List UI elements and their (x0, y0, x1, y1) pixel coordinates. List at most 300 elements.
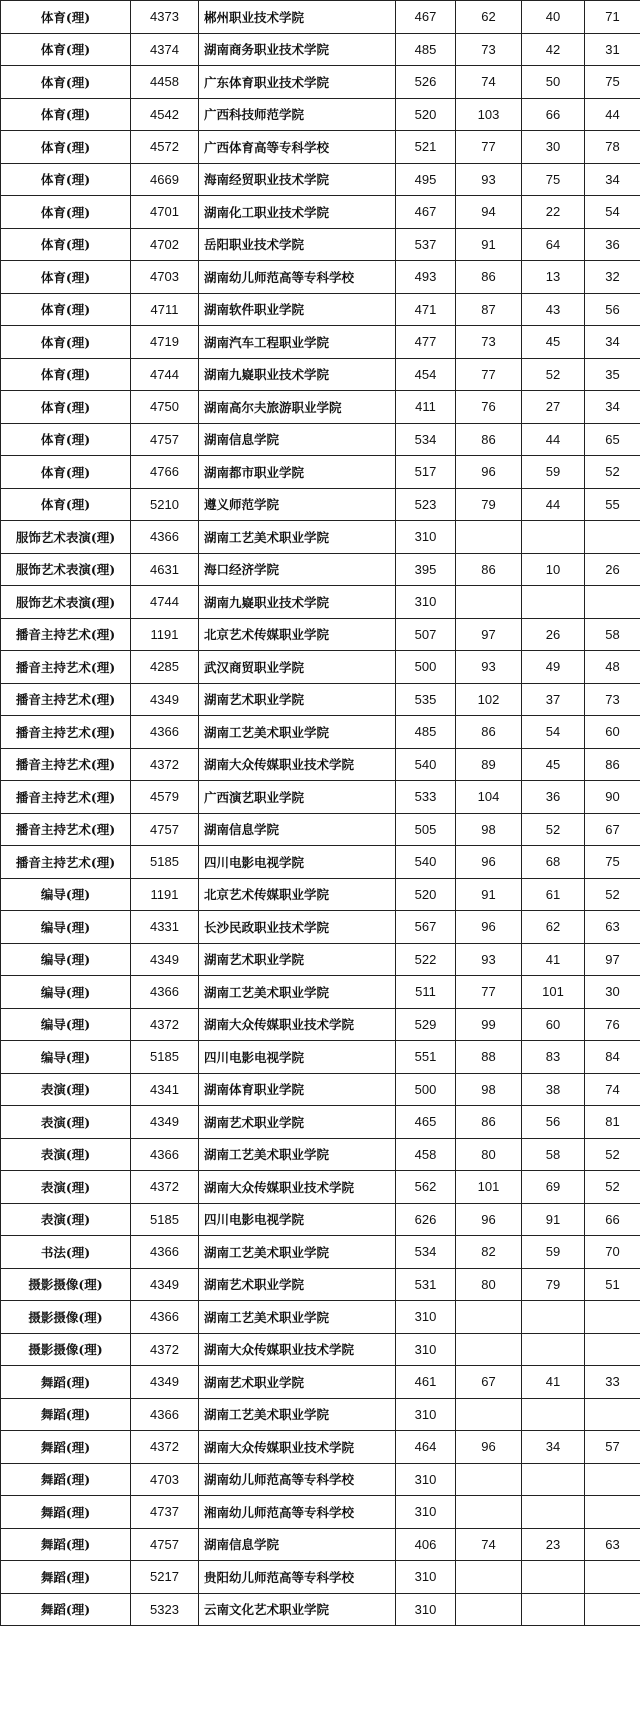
score-col-c-cell: 55 (585, 488, 640, 521)
score-col-b-cell: 41 (522, 943, 585, 976)
min-score-cell: 485 (396, 33, 456, 66)
score-col-b-cell: 30 (522, 131, 585, 164)
score-col-a-cell: 77 (456, 131, 522, 164)
score-col-a-cell: 88 (456, 1041, 522, 1074)
table-row (1, 1366, 640, 1399)
score-col-c-cell (585, 1301, 640, 1334)
score-col-b-cell: 69 (522, 1171, 585, 1204)
min-score-cell: 507 (396, 618, 456, 651)
school-code-cell: 4366 (131, 1138, 199, 1171)
school-code-cell: 4373 (131, 1, 199, 34)
score-col-a-cell: 93 (456, 651, 522, 684)
score-col-c-cell: 56 (585, 293, 640, 326)
min-score-cell: 520 (396, 98, 456, 131)
school-code-cell: 4744 (131, 586, 199, 619)
score-col-c-cell: 26 (585, 553, 640, 586)
min-score-cell: 406 (396, 1528, 456, 1561)
major-cell: 编导(理) (1, 878, 131, 911)
score-col-a-cell: 82 (456, 1236, 522, 1269)
major-cell: 表演(理) (1, 1203, 131, 1236)
major-cell: 摄影摄像(理) (1, 1268, 131, 1301)
table-row (1, 163, 640, 196)
score-col-b-cell: 66 (522, 98, 585, 131)
score-col-b-cell: 52 (522, 358, 585, 391)
table-row (1, 1463, 640, 1496)
major-cell: 服饰艺术表演(理) (1, 521, 131, 554)
min-score-cell: 465 (396, 1106, 456, 1139)
min-score-cell: 310 (396, 1561, 456, 1594)
major-cell: 体育(理) (1, 196, 131, 229)
score-col-c-cell (585, 1496, 640, 1529)
score-col-c-cell: 51 (585, 1268, 640, 1301)
table-row (1, 1333, 640, 1366)
score-col-a-cell: 80 (456, 1138, 522, 1171)
min-score-cell: 310 (396, 1301, 456, 1334)
school-code-cell: 4458 (131, 66, 199, 99)
school-code-cell: 4579 (131, 781, 199, 814)
score-col-a-cell: 102 (456, 683, 522, 716)
score-col-c-cell: 76 (585, 1008, 640, 1041)
score-col-a-cell (456, 1561, 522, 1594)
score-col-b-cell: 10 (522, 553, 585, 586)
score-col-a-cell: 86 (456, 261, 522, 294)
major-cell: 编导(理) (1, 1008, 131, 1041)
score-col-a-cell: 86 (456, 716, 522, 749)
min-score-cell: 511 (396, 976, 456, 1009)
table-row (1, 456, 640, 489)
score-col-a-cell (456, 1301, 522, 1334)
major-cell: 摄影摄像(理) (1, 1301, 131, 1334)
score-col-c-cell: 74 (585, 1073, 640, 1106)
min-score-cell: 534 (396, 423, 456, 456)
table-row (1, 878, 640, 911)
major-cell: 编导(理) (1, 911, 131, 944)
school-code-cell: 5185 (131, 1041, 199, 1074)
min-score-cell: 551 (396, 1041, 456, 1074)
table-row (1, 98, 640, 131)
table-row (1, 521, 640, 554)
score-col-a-cell: 93 (456, 163, 522, 196)
table-row (1, 553, 640, 586)
school-name-cell: 湖南信息学院 (199, 813, 396, 846)
school-code-cell: 4744 (131, 358, 199, 391)
school-code-cell: 4366 (131, 1301, 199, 1334)
min-score-cell: 523 (396, 488, 456, 521)
score-col-a-cell: 74 (456, 1528, 522, 1561)
min-score-cell: 500 (396, 651, 456, 684)
score-col-b-cell (522, 1593, 585, 1626)
min-score-cell: 471 (396, 293, 456, 326)
major-cell: 体育(理) (1, 358, 131, 391)
major-cell: 编导(理) (1, 976, 131, 1009)
score-col-a-cell: 91 (456, 878, 522, 911)
table-row (1, 131, 640, 164)
school-code-cell: 4766 (131, 456, 199, 489)
school-code-cell: 4737 (131, 1496, 199, 1529)
score-col-c-cell: 60 (585, 716, 640, 749)
major-cell: 编导(理) (1, 1041, 131, 1074)
score-col-a-cell: 94 (456, 196, 522, 229)
table-row (1, 1203, 640, 1236)
min-score-cell: 521 (396, 131, 456, 164)
school-code-cell: 4341 (131, 1073, 199, 1106)
min-score-cell: 310 (396, 1593, 456, 1626)
table-row (1, 293, 640, 326)
major-cell: 舞蹈(理) (1, 1593, 131, 1626)
score-col-b-cell: 83 (522, 1041, 585, 1074)
score-col-a-cell: 73 (456, 326, 522, 359)
score-col-b-cell: 62 (522, 911, 585, 944)
score-col-c-cell: 34 (585, 163, 640, 196)
school-code-cell: 5210 (131, 488, 199, 521)
major-cell: 播音主持艺术(理) (1, 813, 131, 846)
school-name-cell: 海口经济学院 (199, 553, 396, 586)
score-col-c-cell: 84 (585, 1041, 640, 1074)
table-row (1, 391, 640, 424)
major-cell: 体育(理) (1, 33, 131, 66)
score-col-c-cell: 81 (585, 1106, 640, 1139)
score-col-b-cell: 64 (522, 228, 585, 261)
school-code-cell: 4349 (131, 683, 199, 716)
score-col-a-cell: 76 (456, 391, 522, 424)
score-col-b-cell: 52 (522, 813, 585, 846)
school-name-cell: 湖南艺术职业学院 (199, 1366, 396, 1399)
major-cell: 服饰艺术表演(理) (1, 586, 131, 619)
school-code-cell: 1191 (131, 618, 199, 651)
major-cell: 体育(理) (1, 456, 131, 489)
major-cell: 舞蹈(理) (1, 1398, 131, 1431)
score-col-b-cell: 36 (522, 781, 585, 814)
score-col-a-cell: 62 (456, 1, 522, 34)
school-name-cell: 湖南大众传媒职业技术学院 (199, 1333, 396, 1366)
school-name-cell: 广东体育职业技术学院 (199, 66, 396, 99)
school-name-cell: 湖南工艺美术职业学院 (199, 1398, 396, 1431)
major-cell: 书法(理) (1, 1236, 131, 1269)
school-code-cell: 5217 (131, 1561, 199, 1594)
school-name-cell: 湘南幼儿师范高等专科学校 (199, 1496, 396, 1529)
school-name-cell: 湖南软件职业学院 (199, 293, 396, 326)
score-col-c-cell: 48 (585, 651, 640, 684)
score-col-b-cell: 22 (522, 196, 585, 229)
school-code-cell: 5323 (131, 1593, 199, 1626)
major-cell: 摄影摄像(理) (1, 1333, 131, 1366)
table-row (1, 586, 640, 619)
table-row (1, 846, 640, 879)
score-col-b-cell: 38 (522, 1073, 585, 1106)
score-col-b-cell: 43 (522, 293, 585, 326)
score-col-a-cell: 97 (456, 618, 522, 651)
table-row (1, 1561, 640, 1594)
school-name-cell: 遵义师范学院 (199, 488, 396, 521)
score-col-a-cell: 73 (456, 33, 522, 66)
min-score-cell: 310 (396, 1333, 456, 1366)
min-score-cell: 540 (396, 748, 456, 781)
score-col-b-cell: 79 (522, 1268, 585, 1301)
min-score-cell: 310 (396, 521, 456, 554)
table-row (1, 976, 640, 1009)
score-col-c-cell: 78 (585, 131, 640, 164)
school-name-cell: 湖南工艺美术职业学院 (199, 976, 396, 1009)
min-score-cell: 310 (396, 586, 456, 619)
score-col-a-cell: 96 (456, 1431, 522, 1464)
school-code-cell: 4757 (131, 1528, 199, 1561)
major-cell: 舞蹈(理) (1, 1528, 131, 1561)
min-score-cell: 562 (396, 1171, 456, 1204)
score-col-b-cell: 68 (522, 846, 585, 879)
score-col-b-cell: 101 (522, 976, 585, 1009)
score-col-b-cell: 58 (522, 1138, 585, 1171)
major-cell: 体育(理) (1, 326, 131, 359)
major-cell: 播音主持艺术(理) (1, 618, 131, 651)
score-col-a-cell: 96 (456, 911, 522, 944)
score-col-b-cell: 56 (522, 1106, 585, 1139)
table-row (1, 1301, 640, 1334)
major-cell: 舞蹈(理) (1, 1496, 131, 1529)
school-code-cell: 4366 (131, 716, 199, 749)
table-body (1, 1, 640, 1626)
school-code-cell: 4366 (131, 976, 199, 1009)
score-col-a-cell: 86 (456, 423, 522, 456)
score-col-c-cell: 63 (585, 1528, 640, 1561)
major-cell: 播音主持艺术(理) (1, 683, 131, 716)
school-code-cell: 4703 (131, 261, 199, 294)
score-col-a-cell: 80 (456, 1268, 522, 1301)
min-score-cell: 467 (396, 196, 456, 229)
table-row (1, 1106, 640, 1139)
score-col-a-cell (456, 1463, 522, 1496)
table-row (1, 716, 640, 749)
major-cell: 体育(理) (1, 293, 131, 326)
table-row (1, 943, 640, 976)
school-code-cell: 4349 (131, 943, 199, 976)
major-cell: 体育(理) (1, 1, 131, 34)
major-cell: 播音主持艺术(理) (1, 716, 131, 749)
major-cell: 体育(理) (1, 391, 131, 424)
min-score-cell: 529 (396, 1008, 456, 1041)
school-code-cell: 4372 (131, 748, 199, 781)
school-name-cell: 湖南工艺美术职业学院 (199, 1236, 396, 1269)
table-row (1, 1236, 640, 1269)
score-col-c-cell: 90 (585, 781, 640, 814)
score-col-b-cell (522, 521, 585, 554)
score-col-a-cell (456, 1593, 522, 1626)
score-col-b-cell: 54 (522, 716, 585, 749)
school-name-cell: 湖南商务职业技术学院 (199, 33, 396, 66)
score-col-b-cell: 91 (522, 1203, 585, 1236)
major-cell: 表演(理) (1, 1171, 131, 1204)
table-row (1, 1041, 640, 1074)
score-col-c-cell: 65 (585, 423, 640, 456)
score-col-b-cell: 34 (522, 1431, 585, 1464)
school-name-cell: 湖南艺术职业学院 (199, 1268, 396, 1301)
score-col-a-cell: 98 (456, 813, 522, 846)
school-name-cell: 湖南艺术职业学院 (199, 943, 396, 976)
school-name-cell: 岳阳职业技术学院 (199, 228, 396, 261)
school-name-cell: 湖南九嶷职业技术学院 (199, 358, 396, 391)
major-cell: 表演(理) (1, 1106, 131, 1139)
score-col-a-cell: 93 (456, 943, 522, 976)
school-name-cell: 湖南艺术职业学院 (199, 683, 396, 716)
score-col-c-cell (585, 1593, 640, 1626)
school-code-cell: 4349 (131, 1268, 199, 1301)
min-score-cell: 537 (396, 228, 456, 261)
table-row (1, 1496, 640, 1529)
school-code-cell: 4372 (131, 1333, 199, 1366)
min-score-cell: 567 (396, 911, 456, 944)
school-code-cell: 4702 (131, 228, 199, 261)
table-row (1, 261, 640, 294)
score-col-a-cell: 86 (456, 553, 522, 586)
score-col-c-cell (585, 1561, 640, 1594)
score-col-b-cell: 40 (522, 1, 585, 34)
major-cell: 体育(理) (1, 163, 131, 196)
min-score-cell: 395 (396, 553, 456, 586)
school-code-cell: 4703 (131, 1463, 199, 1496)
school-name-cell: 湖南工艺美术职业学院 (199, 1138, 396, 1171)
score-col-c-cell: 34 (585, 391, 640, 424)
major-cell: 播音主持艺术(理) (1, 651, 131, 684)
table-row (1, 911, 640, 944)
min-score-cell: 535 (396, 683, 456, 716)
min-score-cell: 540 (396, 846, 456, 879)
score-col-b-cell: 60 (522, 1008, 585, 1041)
school-name-cell: 广西演艺职业学院 (199, 781, 396, 814)
score-col-b-cell: 44 (522, 423, 585, 456)
school-code-cell: 4366 (131, 1236, 199, 1269)
major-cell: 舞蹈(理) (1, 1366, 131, 1399)
score-col-b-cell (522, 1463, 585, 1496)
score-col-b-cell (522, 586, 585, 619)
major-cell: 舞蹈(理) (1, 1463, 131, 1496)
school-name-cell: 湖南艺术职业学院 (199, 1106, 396, 1139)
score-col-a-cell: 103 (456, 98, 522, 131)
school-name-cell: 郴州职业技术学院 (199, 1, 396, 34)
score-col-c-cell: 67 (585, 813, 640, 846)
major-cell: 体育(理) (1, 261, 131, 294)
min-score-cell: 495 (396, 163, 456, 196)
min-score-cell: 531 (396, 1268, 456, 1301)
score-col-c-cell: 33 (585, 1366, 640, 1399)
score-col-c-cell: 34 (585, 326, 640, 359)
school-name-cell: 湖南幼儿师范高等专科学校 (199, 1463, 396, 1496)
table-row (1, 1, 640, 34)
school-name-cell: 四川电影电视学院 (199, 846, 396, 879)
school-code-cell: 4285 (131, 651, 199, 684)
min-score-cell: 534 (396, 1236, 456, 1269)
school-name-cell: 云南文化艺术职业学院 (199, 1593, 396, 1626)
score-col-b-cell (522, 1561, 585, 1594)
major-cell: 舞蹈(理) (1, 1431, 131, 1464)
score-col-c-cell (585, 1463, 640, 1496)
min-score-cell: 454 (396, 358, 456, 391)
score-col-b-cell: 44 (522, 488, 585, 521)
score-col-a-cell: 98 (456, 1073, 522, 1106)
score-col-c-cell: 86 (585, 748, 640, 781)
table-row (1, 813, 640, 846)
school-name-cell: 湖南大众传媒职业技术学院 (199, 1171, 396, 1204)
school-name-cell: 湖南大众传媒职业技术学院 (199, 748, 396, 781)
major-cell: 播音主持艺术(理) (1, 748, 131, 781)
table-row (1, 228, 640, 261)
score-col-a-cell (456, 1496, 522, 1529)
major-cell: 播音主持艺术(理) (1, 781, 131, 814)
table-row (1, 358, 640, 391)
major-cell: 体育(理) (1, 228, 131, 261)
score-col-c-cell (585, 586, 640, 619)
school-name-cell: 湖南汽车工程职业学院 (199, 326, 396, 359)
score-col-c-cell (585, 521, 640, 554)
school-name-cell: 长沙民政职业技术学院 (199, 911, 396, 944)
table-row (1, 1073, 640, 1106)
school-code-cell: 4374 (131, 33, 199, 66)
score-col-c-cell: 54 (585, 196, 640, 229)
table-row (1, 196, 640, 229)
school-name-cell: 北京艺术传媒职业学院 (199, 878, 396, 911)
school-name-cell: 四川电影电视学院 (199, 1041, 396, 1074)
score-col-b-cell: 50 (522, 66, 585, 99)
score-col-a-cell: 77 (456, 358, 522, 391)
score-col-a-cell (456, 1333, 522, 1366)
score-col-a-cell: 96 (456, 456, 522, 489)
school-name-cell: 海南经贸职业技术学院 (199, 163, 396, 196)
score-col-c-cell: 52 (585, 456, 640, 489)
school-code-cell: 5185 (131, 846, 199, 879)
school-name-cell: 湖南幼儿师范高等专科学校 (199, 261, 396, 294)
school-name-cell: 湖南信息学院 (199, 423, 396, 456)
score-col-c-cell (585, 1398, 640, 1431)
min-score-cell: 458 (396, 1138, 456, 1171)
min-score-cell: 522 (396, 943, 456, 976)
score-col-b-cell: 45 (522, 326, 585, 359)
score-col-c-cell: 32 (585, 261, 640, 294)
school-code-cell: 4719 (131, 326, 199, 359)
score-col-c-cell: 70 (585, 1236, 640, 1269)
min-score-cell: 310 (396, 1398, 456, 1431)
table-row (1, 326, 640, 359)
school-code-cell: 4366 (131, 521, 199, 554)
score-col-b-cell: 45 (522, 748, 585, 781)
school-code-cell: 4372 (131, 1431, 199, 1464)
score-col-b-cell: 49 (522, 651, 585, 684)
major-cell: 服饰艺术表演(理) (1, 553, 131, 586)
min-score-cell: 485 (396, 716, 456, 749)
table-row (1, 1171, 640, 1204)
school-name-cell: 湖南都市职业学院 (199, 456, 396, 489)
school-name-cell: 湖南信息学院 (199, 1528, 396, 1561)
table-row (1, 1008, 640, 1041)
school-code-cell: 4572 (131, 131, 199, 164)
school-code-cell: 4349 (131, 1366, 199, 1399)
score-col-c-cell: 52 (585, 1138, 640, 1171)
table-row (1, 618, 640, 651)
score-col-c-cell: 44 (585, 98, 640, 131)
score-col-a-cell: 89 (456, 748, 522, 781)
score-col-c-cell: 73 (585, 683, 640, 716)
major-cell: 表演(理) (1, 1073, 131, 1106)
min-score-cell: 464 (396, 1431, 456, 1464)
major-cell: 编导(理) (1, 943, 131, 976)
score-col-b-cell: 42 (522, 33, 585, 66)
score-col-c-cell: 35 (585, 358, 640, 391)
table-row (1, 683, 640, 716)
min-score-cell: 500 (396, 1073, 456, 1106)
table-row (1, 748, 640, 781)
school-code-cell: 4366 (131, 1398, 199, 1431)
table-row (1, 1431, 640, 1464)
score-col-a-cell: 79 (456, 488, 522, 521)
school-code-cell: 4669 (131, 163, 199, 196)
score-col-b-cell (522, 1398, 585, 1431)
